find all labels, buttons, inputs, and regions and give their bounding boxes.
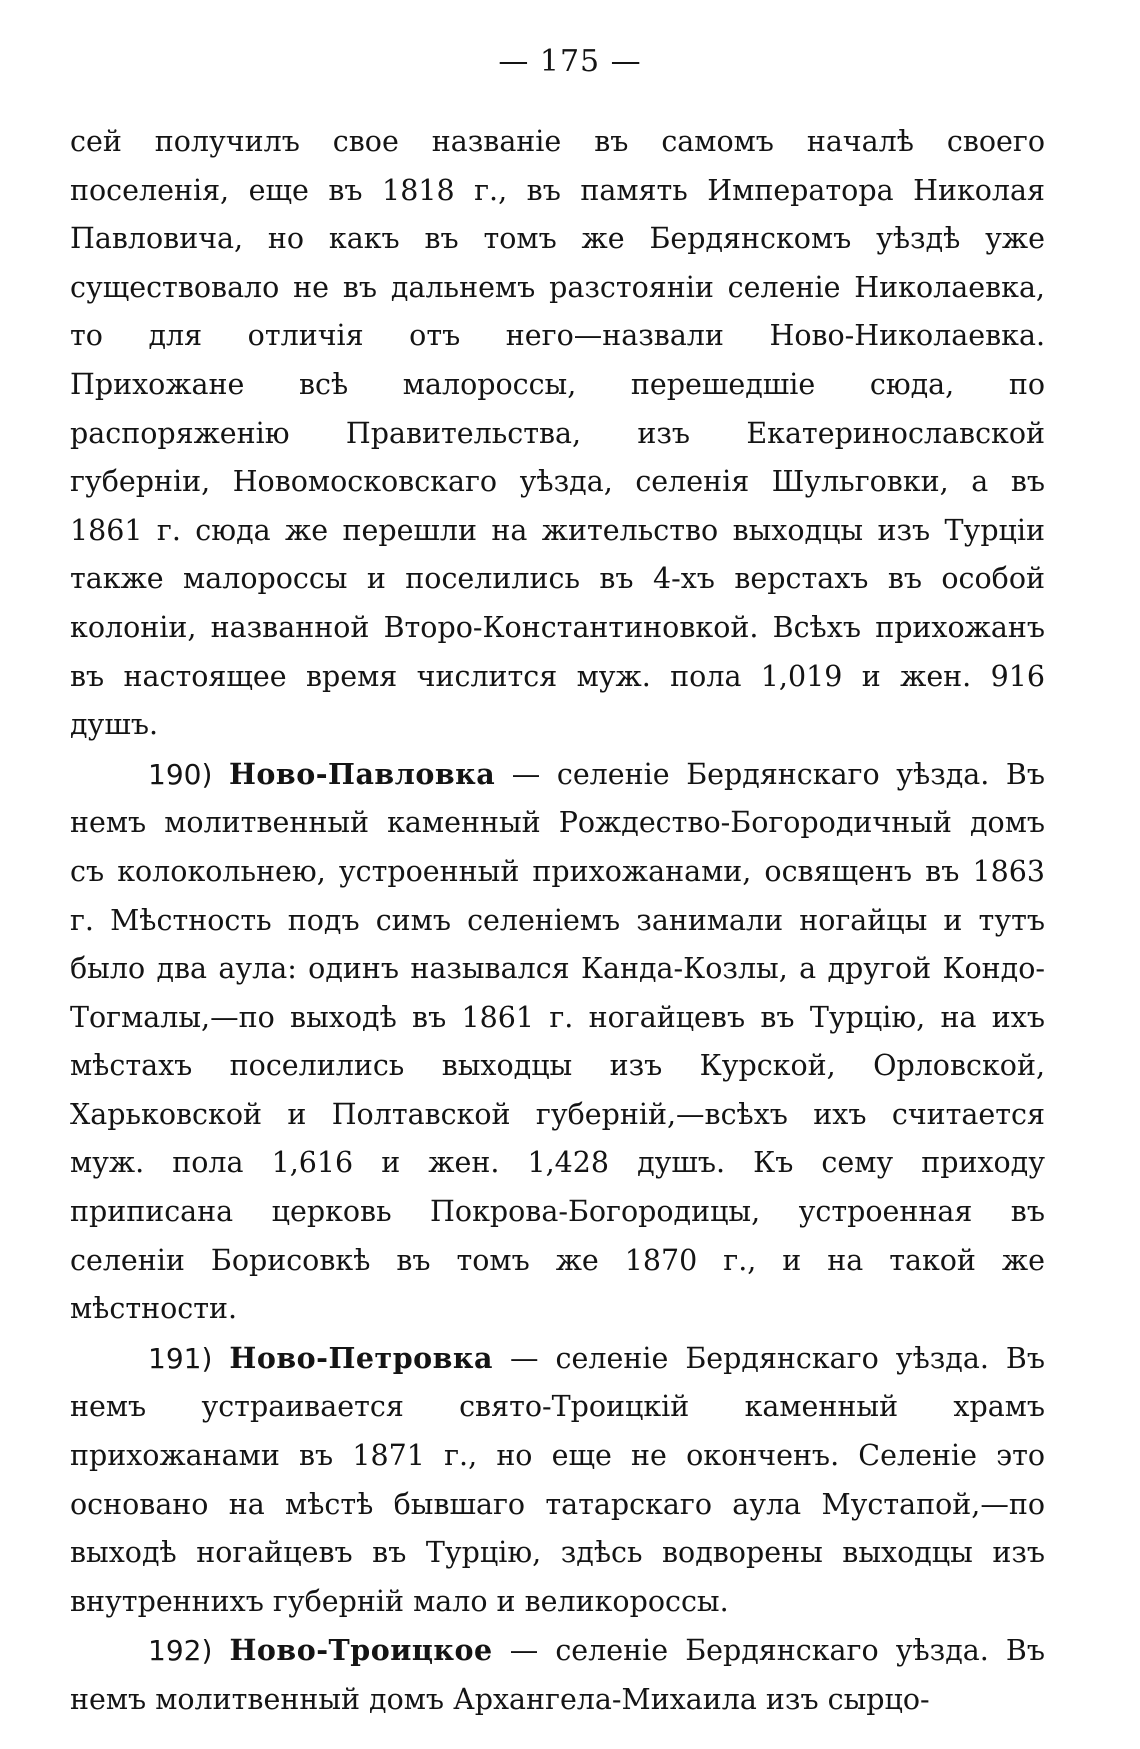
paragraph-continuation: сей получилъ свое названіе въ самомъ началѣ своего поселенія, еще въ 1818 г., въ память Императора Николая Павловича, но какъ въ томъ же Бердянскомъ уѣздѣ уже существовало не въ дальнемъ разстояніи селеніе Николаевка, то для отличія отъ него—назвали Ново-Николаевка. Прихожане всѣ малороссы, перешедшіе сюда, по распоряженію Правительства, изъ Екатеринославской губерніи, Новомосковскаго уѣзда, селенія Шульговки, а въ 1861 г. сюда же перешли на жительство выходцы изъ Турціи также малороссы и поселились въ 4-хъ верстахъ въ особой колоніи, названной Второ-Константиновкой. Всѣхъ прихожанъ въ настоящее время числится муж. пола 1,019 и жен. 916 душъ. xyxy=(70,125,1045,742)
entry-191 xyxy=(70,1334,1045,1627)
entry-number: 190) xyxy=(148,757,213,791)
entry-heading: Ново-Троицкое xyxy=(229,1633,493,1668)
page-text xyxy=(70,118,1045,1725)
entry-body: — селеніе Бердянскаго уѣзда. Въ немъ молитвенный домъ Архангела-Михаила изъ сырцо- xyxy=(70,1634,1045,1716)
entry-body: — селеніе Бердянскаго уѣзда. Въ немъ молитвенный каменный Рождество-Богородичный домъ съ колокольнею, устроенный прихожанами, освященъ въ 1863 г. Мѣстность подъ симъ селеніемъ занимали ногайцы и тутъ было два аула: одинъ назывался Канда-Козлы, а другой Кондо-Тогмалы,—по выходѣ въ 1861 г. ногайцевъ въ Турцію, на ихъ мѣстахъ поселились выходцы изъ Курской, Орловской, Харьковской и Полтавской губерній,—всѣхъ ихъ считается муж. пола 1,616 и жен. 1,428 душъ. Къ сему приходу приписана церковь Покрова-Богородицы, устроенная въ селеніи Борисовкѣ въ томъ же 1870 г., и на такой же мѣстности. xyxy=(70,757,1045,1326)
entry-number: 191) xyxy=(148,1341,213,1375)
entry-heading: Ново-Павловка xyxy=(228,756,496,791)
entry-number: 192) xyxy=(148,1634,213,1668)
entry-192 xyxy=(70,1626,1045,1724)
entry-heading: Ново-Петровка xyxy=(229,1340,493,1375)
entry-body: — селеніе Бердянскаго уѣзда. Въ немъ устраивается свято-Троицкій каменный храмъ прихожанами въ 1871 г., но еще не оконченъ. Селеніе это основано на мѣстѣ бывшаго татарскаго аула Мустапой,—по выходѣ ногайцевъ въ Турцію, здѣсь водворены выходцы изъ внутреннихъ губерній мало и великороссы. xyxy=(70,1341,1045,1618)
entry-190 xyxy=(70,750,1045,1334)
page-number: — 175 — xyxy=(498,44,642,79)
